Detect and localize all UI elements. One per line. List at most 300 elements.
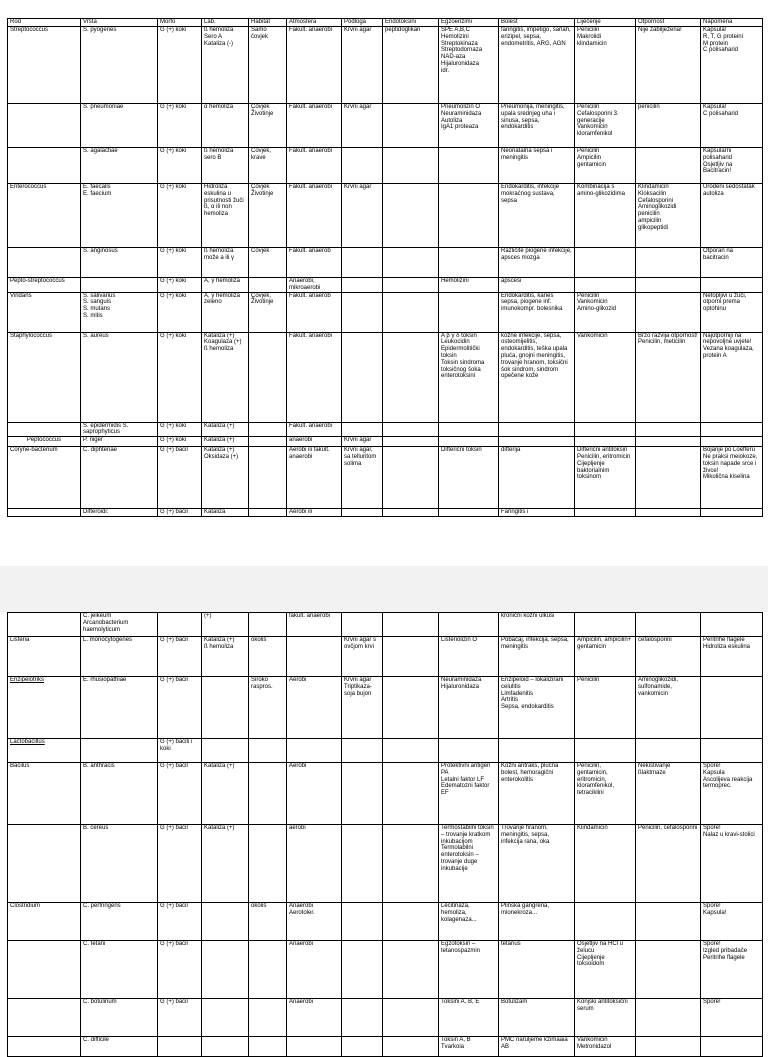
cell-egzoenzimi: Egzotoksin – tetanospazmin (439, 941, 499, 999)
cell-vrsta (81, 739, 158, 763)
table-row (8, 941, 763, 999)
cell-napomena: Spore! Izgled pribadače Peritrihe flagele (701, 941, 763, 999)
cell-habitat: okoliš (249, 637, 287, 677)
cell-morfo: G (+) bacil (158, 677, 202, 739)
cell-lab (202, 1037, 249, 1057)
cell-atmosfera: Fakult. anaerob (287, 248, 342, 278)
cell-lab: Kataliza (202, 509, 249, 517)
cell-lijecenje: Vankomicin (575, 332, 636, 422)
cell-podloga: Krvni agar, sa telluritom solima (342, 447, 383, 509)
cell-napomena (701, 278, 763, 293)
table-row (8, 104, 763, 148)
cell-morfo: G (+) bacil (158, 637, 202, 677)
cell-podloga (342, 422, 383, 437)
cell-endotoksini (383, 422, 439, 437)
cell-atmosfera: Fakult. anaerobi (287, 27, 342, 104)
cell-rod: Lactobacillus (8, 739, 81, 763)
cell-morfo: G (+) bacil (158, 763, 202, 825)
cell-otpornost: cefalosporini (636, 637, 701, 677)
table-row (8, 148, 763, 184)
cell-podloga (342, 739, 383, 763)
cell-lab: Kataliza (+) (202, 825, 249, 903)
cell-bolest: kožne infekcije, sepsa, osteomijelitis, endokarditis, teška upala pluća, gnojni meningitis, trovanje hranom, toksični šok sindrom, sindrom opečene kože (499, 332, 575, 422)
cell-bolest (499, 437, 575, 447)
table-row (8, 278, 763, 293)
cell-lijecenje: Penicilin, gentamicin, eritromicin, kloramfenikol, tetraciklini (575, 763, 636, 825)
cell-lab: ß hemoliza sero B (202, 148, 249, 184)
cell-lijecenje: Klindamicin (575, 825, 636, 903)
cell-atmosfera: Aerobi (287, 763, 342, 825)
cell-atmosfera: Aerobi ili (287, 509, 342, 517)
cell-podloga (342, 278, 383, 293)
cell-bolest: Botulizam (499, 999, 575, 1037)
cell-lijecenje: Difterični antitoksin Penicilin, eritromicin Cijepljenje baktorialnim toksinom (575, 447, 636, 509)
cell-otpornost: Klindamicin Kloksacilin Cefalosporini Aminoglikozidi penicilin ampicilin glikopeptidi (636, 184, 701, 248)
cell-egzoenzimi: Protektivni antigen PA Letalni faktor LF Edematozni faktor EF (439, 763, 499, 825)
cell-bolest: Trovanje hranom, meningitis, sepsa, infekcija rana, oka (499, 825, 575, 903)
cell-bolest (499, 739, 575, 763)
cell-rod (8, 104, 81, 148)
cell-bolest: Erizipeloid – lokalizirani celulitis Limfadenitis Artritis Sepsa, endokarditis (499, 677, 575, 739)
cell-habitat (249, 1037, 287, 1057)
header-egzoenzimi: Egzoenzimi (439, 19, 499, 27)
cell-lijecenje (575, 613, 636, 637)
cell-rod (8, 825, 81, 903)
cell-egzoenzimi: Pneumolizin O Neuraminidaza Autoliza IgA1 proteaza (439, 104, 499, 148)
cell-endotoksini (383, 677, 439, 739)
table-row (8, 613, 763, 637)
cell-otpornost (636, 613, 701, 637)
cell-napomena (701, 1037, 763, 1057)
cell-atmosfera: Anaerobi (287, 941, 342, 999)
cell-rod: Staphylococcus (8, 332, 81, 422)
cell-lab: Kataliza (+) Koagulaza (+) ß hemoliza (202, 332, 249, 422)
cell-endotoksini (383, 637, 439, 677)
cell-atmosfera: Fakult. anaerob (287, 292, 342, 332)
cell-habitat: Čovjek (249, 248, 287, 278)
cell-habitat: Čovjek, Životinje (249, 292, 287, 332)
cell-lijecenje (575, 278, 636, 293)
cell-napomena (701, 739, 763, 763)
cell-lijecenje (575, 248, 636, 278)
cell-lab (202, 999, 249, 1037)
cell-egzoenzimi (439, 422, 499, 437)
table-row (8, 999, 763, 1037)
cell-bolest: apscesi (499, 278, 575, 293)
cell-bolest: PMC naruljeme kzimaaia AB (499, 1037, 575, 1057)
cell-rod: Enterococcus (8, 184, 81, 248)
cell-egzoenzimi (439, 437, 499, 447)
cell-vrsta: S. agalactiae (81, 148, 158, 184)
cell-vrsta: E. faecalis E. faecium (81, 184, 158, 248)
cell-habitat: Široko raspros. (249, 677, 287, 739)
cell-atmosfera: Anaerobi Aerotoler. (287, 903, 342, 941)
cell-morfo: G (+) koki (158, 184, 202, 248)
table-row (8, 739, 763, 763)
cell-lijecenje: Penicilin Ampicilin gentamicin (575, 148, 636, 184)
cell-habitat (249, 332, 287, 422)
cell-habitat (249, 763, 287, 825)
cell-lab: A, γ hemoliza zeleno (202, 292, 249, 332)
cell-morfo: G (+) bacil (158, 941, 202, 999)
table-row (8, 903, 763, 941)
table-row (8, 422, 763, 437)
bacteria-table-page-1 (7, 18, 763, 517)
cell-bolest: Pobačaj, infekcija, sepsa, meningitis (499, 637, 575, 677)
cell-vrsta: C. perfringens (81, 903, 158, 941)
cell-vrsta: B. anthracis (81, 763, 158, 825)
cell-egzoenzimi: A β γ δ toksin Leukocidin Epidermolitički toksin Toksin sindroma toksičnog šoka enterotoksini (439, 332, 499, 422)
cell-napomena (701, 613, 763, 637)
table-row (8, 637, 763, 677)
cell-lijecenje (575, 509, 636, 517)
cell-egzoenzimi (439, 613, 499, 637)
cell-lab: Kataliza (+) (202, 763, 249, 825)
cell-lijecenje: Ampicilin, ampicilin+ gentamicin (575, 637, 636, 677)
cell-endotoksini (383, 332, 439, 422)
cell-egzoenzimi (439, 292, 499, 332)
cell-lab: Kataliza (+) (202, 422, 249, 437)
cell-egzoenzimi: Toksin A, B Tvarkoia (439, 1037, 499, 1057)
cell-vrsta: C. jeikeum Arcanobacterium haemolyticum (81, 613, 158, 637)
cell-rod (8, 248, 81, 278)
table-row (8, 509, 763, 517)
cell-atmosfera: Fakult. anaerobi (287, 104, 342, 148)
cell-egzoenzimi (439, 248, 499, 278)
cell-habitat (249, 278, 287, 293)
cell-lab: Kataliza (+) (202, 437, 249, 447)
cell-podloga (342, 613, 383, 637)
cell-napomena: Bojanje po Loefferu Ne praksi meiokoze, toksin napade srce i živce! Mikolična kiselina (701, 447, 763, 509)
cell-endotoksini (383, 292, 439, 332)
cell-lijecenje: Vankomicin Metronidazol (575, 1037, 636, 1057)
cell-podloga (342, 903, 383, 941)
cell-endotoksini (383, 903, 439, 941)
cell-otpornost (636, 422, 701, 437)
cell-egzoenzimi: Lecitinaza, hemoliza, kolagenaza... (439, 903, 499, 941)
table-row (8, 1037, 763, 1057)
cell-otpornost: Aminoglikozidi, sulfonamide, vankomicin (636, 677, 701, 739)
cell-morfo: G (+) bacil (158, 447, 202, 509)
cell-bolest: kronični kožni ulkusi (499, 613, 575, 637)
cell-lab (202, 941, 249, 999)
cell-rod (8, 422, 81, 437)
cell-morfo (158, 1037, 202, 1057)
cell-vrsta: S. anginosus (81, 248, 158, 278)
cell-otpornost (636, 437, 701, 447)
cell-vrsta: S. pneumoniae (81, 104, 158, 148)
cell-egzoenzimi (439, 739, 499, 763)
header-lijecenje: Liječenje (575, 19, 636, 27)
cell-endotoksini (383, 941, 439, 999)
cell-rod (8, 1037, 81, 1057)
cell-atmosfera (287, 739, 342, 763)
cell-rod: Pepto-streptococcus (8, 278, 81, 293)
cell-endotoksini (383, 184, 439, 248)
cell-habitat (249, 509, 287, 517)
cell-vrsta: Difteroidi: (81, 509, 158, 517)
cell-napomena: Netopljivi u žuči, otporni prema optohinu (701, 292, 763, 332)
bacteria-table-page-2 (7, 612, 763, 1057)
cell-rod: Streptococcus (8, 27, 81, 104)
table-row (8, 248, 763, 278)
cell-lijecenje (575, 422, 636, 437)
cell-lab: Kataliza (+) Oksidaza (+) (202, 447, 249, 509)
cell-bolest: difterija (499, 447, 575, 509)
cell-atmosfera: Anaerobi, mikroaerobi (287, 278, 342, 293)
cell-lijecenje (575, 437, 636, 447)
cell-vrsta: S. pyogenes (81, 27, 158, 104)
cell-rod: Erizipelotriks (8, 677, 81, 739)
cell-rod (8, 999, 81, 1037)
cell-egzoenzimi: Neuraminidaza Hijaluronidaza (439, 677, 499, 739)
cell-habitat: Čovjek Životinje (249, 184, 287, 248)
cell-lab: Kataliza (+) ß hemoliza (202, 637, 249, 677)
cell-atmosfera: Fakult. anaerobi (287, 184, 342, 248)
cell-endotoksini (383, 739, 439, 763)
table-row (8, 184, 763, 248)
cell-otpornost (636, 148, 701, 184)
cell-otpornost (636, 999, 701, 1037)
cell-podloga (342, 509, 383, 517)
cell-endotoksini (383, 148, 439, 184)
cell-lab: A, γ hemoliza (202, 278, 249, 293)
cell-morfo: G (+) koki (158, 437, 202, 447)
cell-lijecenje: Penicilin Makrolidi klindamicin (575, 27, 636, 104)
cell-napomena: Spore! Kapsula! (701, 903, 763, 941)
cell-atmosfera: fakult. anaerobi (287, 613, 342, 637)
cell-lab (202, 903, 249, 941)
cell-rod (8, 613, 81, 637)
cell-rod (8, 941, 81, 999)
header-endotoksini: Endotoksini (383, 19, 439, 27)
cell-vrsta: P. niger (81, 437, 158, 447)
cell-endotoksini (383, 613, 439, 637)
cell-vrsta (81, 278, 158, 293)
cell-napomena: Kapsularni polisaharid Osjetljiv na Bacitracin! (701, 148, 763, 184)
cell-podloga (342, 248, 383, 278)
header-otpornost: Otpornost (636, 19, 701, 27)
cell-bolest: Različite piogene infekcije, apsces mozga (499, 248, 575, 278)
cell-habitat (249, 613, 287, 637)
cell-otpornost (636, 1037, 701, 1057)
cell-lijecenje: Osjetljiv na HCl u želucu Cijepljenje toksoidom (575, 941, 636, 999)
cell-morfo: G (+) koki (158, 148, 202, 184)
cell-otpornost (636, 292, 701, 332)
cell-vrsta: L. monocytogenes (81, 637, 158, 677)
cell-napomena (701, 437, 763, 447)
cell-bolest: Endokarditis, karies sepsa, piogene inf. imunokompr. bolesnika (499, 292, 575, 332)
cell-lijecenje (575, 739, 636, 763)
cell-vrsta: C. difficile (81, 1037, 158, 1057)
cell-bolest: tetanus (499, 941, 575, 999)
cell-endotoksini (383, 509, 439, 517)
cell-podloga (342, 148, 383, 184)
cell-bolest: Faringitis i (499, 509, 575, 517)
cell-habitat (249, 447, 287, 509)
cell-podloga: Krvni agar (342, 184, 383, 248)
cell-atmosfera: aerobi (287, 825, 342, 903)
cell-morfo: G (+) bacil (158, 825, 202, 903)
cell-rod: Listeria (8, 637, 81, 677)
header-morfo: Morfo (158, 19, 202, 27)
cell-egzoenzimi: Listeriolizin O (439, 637, 499, 677)
cell-napomena (701, 677, 763, 739)
cell-atmosfera: Aerobi (287, 677, 342, 739)
cell-rod: Clostridium (8, 903, 81, 941)
cell-morfo: G (+) koki (158, 278, 202, 293)
cell-podloga (342, 292, 383, 332)
cell-egzoenzimi: Toksini A, B, E (439, 999, 499, 1037)
cell-egzoenzimi: Difterični toksin (439, 447, 499, 509)
cell-endotoksini (383, 278, 439, 293)
header-rod: Rod (8, 19, 81, 27)
cell-napomena: Urođeni sedostatak autoliza (701, 184, 763, 248)
cell-otpornost: Nekistivanje ßlaktmaze (636, 763, 701, 825)
cell-podloga: Krvni agar (342, 437, 383, 447)
cell-morfo: G (+) koki (158, 248, 202, 278)
cell-napomena: Spore! Kapsula Ascolijeva reakcija termoprec. (701, 763, 763, 825)
table-row (8, 825, 763, 903)
cell-atmosfera (287, 637, 342, 677)
cell-napomena: Spore! Nalaz u kravi-stolici (701, 825, 763, 903)
document-page-2 (0, 612, 768, 1050)
cell-bolest: Neonatalna sepsa i meningitis (499, 148, 575, 184)
cell-rod: Peptococcus (8, 437, 81, 447)
cell-morfo: G (+) koki (158, 422, 202, 437)
cell-bolest: Pneumonija, meningitis, upala srednjeg uha i sinusa, sepsa, endokarditis (499, 104, 575, 148)
cell-egzoenzimi: SPE A,B,C Hemolizini Streptokinaza Streptodornaza NAD-aza Hijaluronidaza idr. (439, 27, 499, 104)
cell-habitat: Čovjek, krave (249, 148, 287, 184)
cell-lijecenje: Kombinacija s amino-glikozidima (575, 184, 636, 248)
cell-endotoksini (383, 447, 439, 509)
cell-habitat: Samo čovjek (249, 27, 287, 104)
cell-atmosfera: Fakult. anaerobi (287, 148, 342, 184)
cell-atmosfera: Anaerobi (287, 999, 342, 1037)
cell-vrsta: B. cereus (81, 825, 158, 903)
cell-habitat: okoliš (249, 903, 287, 941)
cell-endotoksini (383, 437, 439, 447)
cell-vrsta: C. tetani (81, 941, 158, 999)
cell-podloga: Krvni agar Triptikaza-soja bujon (342, 677, 383, 739)
cell-morfo: G (+) koki (158, 104, 202, 148)
cell-otpornost (636, 941, 701, 999)
table-row (8, 27, 763, 104)
cell-morfo: G (+) bacili i koki (158, 739, 202, 763)
cell-morfo: G (+) bacil (158, 903, 202, 941)
cell-otpornost: Nije zabilježena! (636, 27, 701, 104)
cell-otpornost (636, 278, 701, 293)
cell-vrsta: E. rhusiopathiae (81, 677, 158, 739)
header-vrsta: Vrsta (81, 19, 158, 27)
cell-endotoksini (383, 763, 439, 825)
cell-lab: α hemoliza (202, 104, 249, 148)
cell-napomena: Najotporniji na nepovoljne uvjete! Vezana koagulaza, protein A (701, 332, 763, 422)
cell-habitat (249, 437, 287, 447)
cell-lab: ß hemoliza može a ili γ (202, 248, 249, 278)
cell-lab: ß hemoliza Sero A Kataliza (-) (202, 27, 249, 104)
cell-rod: Coryne-bacterium (8, 447, 81, 509)
cell-otpornost: Brzo razvija otpornost! Penicilin, meticilin (636, 332, 701, 422)
cell-bolest: Endokarditis, infekcije mokraćnog sustava, sepsa (499, 184, 575, 248)
page-separator (0, 566, 768, 612)
header-podloga: Podloga (342, 19, 383, 27)
cell-bolest: Plinska gangrena, mionekroza... (499, 903, 575, 941)
cell-lijecenje: Penicilin Cefalosporini 3. generacije Vankomicin kloramfenikol (575, 104, 636, 148)
cell-podloga: Krvni agar s ovčjom krvi (342, 637, 383, 677)
cell-lab (202, 739, 249, 763)
cell-lijecenje: Penicilin Vankomicin Amino-glikozid (575, 292, 636, 332)
cell-atmosfera: Aerobi ili fakult. anaerobi (287, 447, 342, 509)
cell-atmosfera: Fakult. anaerobi (287, 332, 342, 422)
cell-otpornost: Penicilin, cefalosporini (636, 825, 701, 903)
cell-bolest (499, 422, 575, 437)
cell-lijecenje (575, 903, 636, 941)
cell-podloga: Krvni agar (342, 27, 383, 104)
cell-habitat (249, 999, 287, 1037)
cell-atmosfera: Fakult. anaerobi (287, 422, 342, 437)
header-napomena: Napomena (701, 19, 763, 27)
cell-vrsta: S. epidermidis S. saprophyticus (81, 422, 158, 437)
header-lab: Lab. (202, 19, 249, 27)
cell-morfo: G (+) bacil (158, 999, 202, 1037)
cell-otpornost: penicilin (636, 104, 701, 148)
cell-otpornost (636, 248, 701, 278)
cell-rod (8, 148, 81, 184)
cell-napomena (701, 422, 763, 437)
cell-atmosfera: anaerobi (287, 437, 342, 447)
cell-egzoenzimi (439, 148, 499, 184)
cell-vrsta: C. botulinum (81, 999, 158, 1037)
cell-lab (202, 677, 249, 739)
cell-endotoksini (383, 248, 439, 278)
cell-atmosfera (287, 1037, 342, 1057)
cell-morfo: G (+) koki (158, 332, 202, 422)
cell-endotoksini (383, 825, 439, 903)
cell-podloga (342, 332, 383, 422)
cell-bolest: Kožni antraks, plućna bolest, hemoragični enterokolitis (499, 763, 575, 825)
cell-habitat (249, 739, 287, 763)
cell-napomena: Kapsula! R, T, G proteini M protein C polisaharid (701, 27, 763, 104)
cell-otpornost (636, 447, 701, 509)
cell-habitat (249, 941, 287, 999)
cell-podloga: Krvni agar (342, 104, 383, 148)
cell-lab: (+) (202, 613, 249, 637)
cell-lijecenje: Konjski antitoksični serum (575, 999, 636, 1037)
cell-rod (8, 509, 81, 517)
table-row (8, 677, 763, 739)
cell-rod: Bacilus (8, 763, 81, 825)
cell-podloga (342, 825, 383, 903)
header-bolest: Bolest (499, 19, 575, 27)
table-row (8, 447, 763, 509)
table-header-row (8, 19, 763, 27)
cell-habitat (249, 825, 287, 903)
cell-egzoenzimi: Termostabilni toksin – trovanje kratkom inkubacijom Termolabilni enterotoksin – trovanje duge inkubacije (439, 825, 499, 903)
cell-napomena: Spore! (701, 999, 763, 1037)
table-row (8, 292, 763, 332)
header-habitat: Habitat (249, 19, 287, 27)
cell-endotoksini: peptidoglikan (383, 27, 439, 104)
cell-habitat (249, 422, 287, 437)
cell-bolest: faringitis, impetigo, šarlah, erizipel, sepsa, endometritis, ARG, AGN (499, 27, 575, 104)
cell-napomena: Otporan na bacitracin (701, 248, 763, 278)
cell-rod: Viridans (8, 292, 81, 332)
cell-podloga (342, 763, 383, 825)
cell-morfo: G (+) koki (158, 292, 202, 332)
cell-endotoksini (383, 999, 439, 1037)
cell-napomena (701, 509, 763, 517)
